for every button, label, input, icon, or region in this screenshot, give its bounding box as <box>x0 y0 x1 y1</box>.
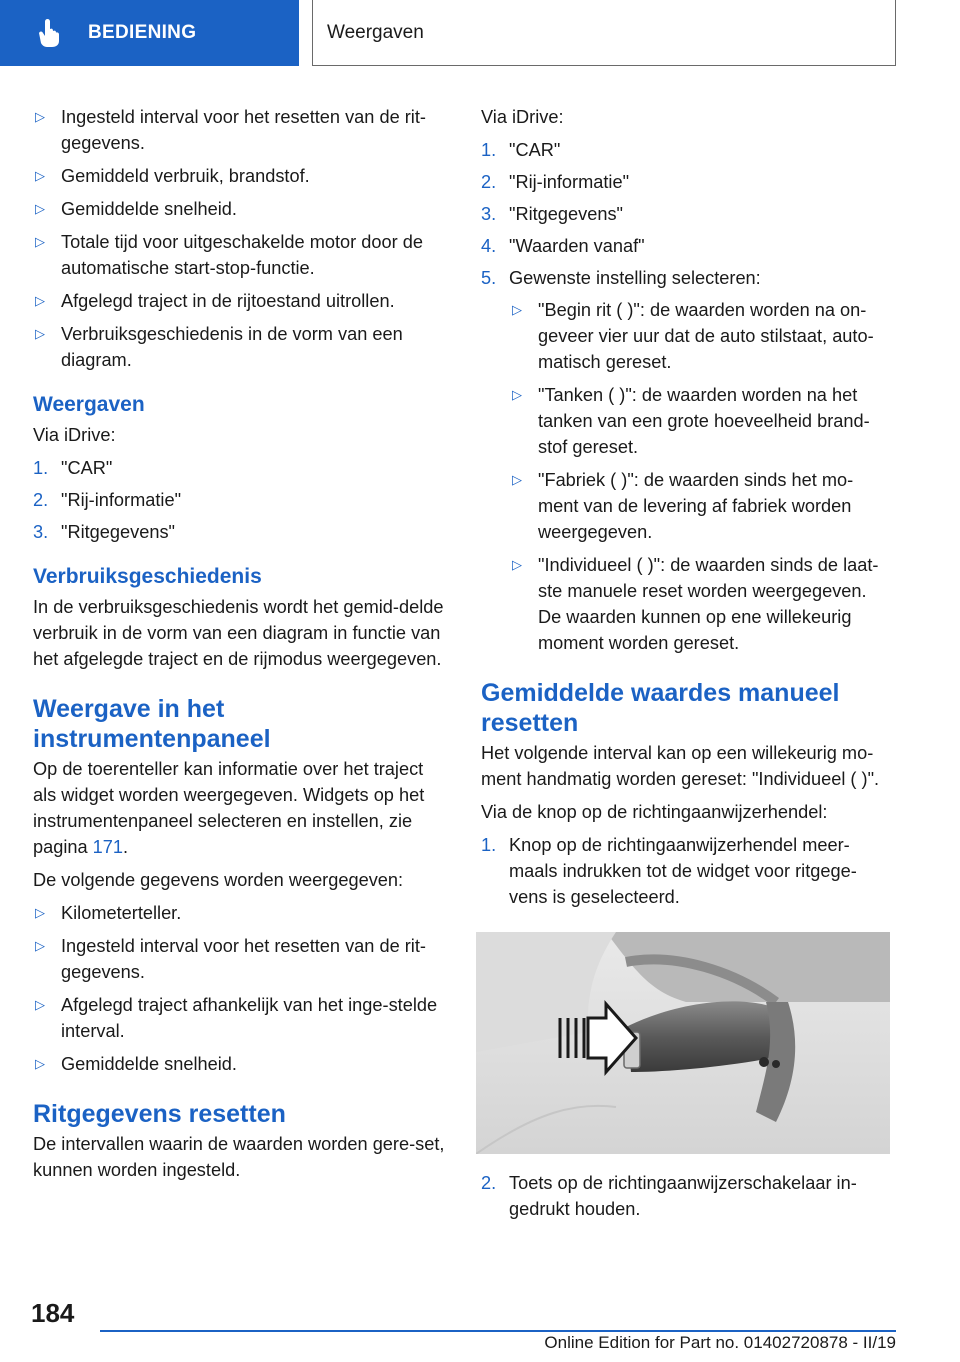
section-title: Weergaven <box>327 21 424 43</box>
chapter-tab[interactable] <box>0 0 299 66</box>
step-number: 1. <box>33 458 49 478</box>
step-number: 1. <box>481 835 497 855</box>
step-text: Toets op de richtingaanwijzerschakelaar in-gedrukt houden. <box>509 1173 857 1219</box>
paragraph-end: . <box>123 837 129 857</box>
step-item <box>33 519 448 545</box>
page-link[interactable]: 171 <box>92 837 124 857</box>
step-item <box>481 265 893 291</box>
bullet-marker: ▷ <box>35 168 45 183</box>
list-item-text: Gemiddelde snelheid. <box>61 199 237 219</box>
step-text: "Rij-informatie" <box>61 490 182 510</box>
sub-list-item <box>510 297 893 375</box>
list-item-text: "Tanken ( )": de waarden worden na het tanken van een grote hoeveelheid brand-stof gereset. <box>538 385 870 457</box>
left-column <box>33 104 448 1190</box>
sub-list-item <box>510 467 893 545</box>
list-item-text: "Fabriek ( )": de waarden sinds het mo-ment van de levering af fabriek worden weergegeven. <box>538 470 854 542</box>
bullet-marker: ▷ <box>35 905 45 920</box>
turn-signal-lever-illustration <box>476 932 890 1154</box>
step-text: "Ritgegevens" <box>61 522 176 542</box>
bullet-marker: ▷ <box>512 472 522 487</box>
step-number: 2. <box>481 1173 497 1193</box>
list-item-text: Ingesteld interval voor het resetten van de rit-gegevens. <box>61 107 426 153</box>
step-text: Knop op de richtingaanwijzerhendel meer-maals indrukken tot de widget voor ritgege-vens is geselecteerd. <box>509 835 857 907</box>
list-item-text: Ingesteld interval voor het resetten van de rit-gegevens. <box>61 936 426 982</box>
step-number: 2. <box>33 490 49 510</box>
bullet-marker: ▷ <box>35 201 45 216</box>
step-text: "Waarden vanaf" <box>509 236 645 256</box>
list-item-text: Totale tijd voor uitgeschakelde motor door de automatische start-stop-functie. <box>61 232 423 278</box>
list-item-text: "Begin rit ( )": de waarden worden na on-geveer vier uur dat de auto stilstaat, auto-matisch gereset. <box>538 300 874 372</box>
list-item <box>33 288 448 314</box>
right-column <box>481 104 893 1228</box>
step-item <box>481 1170 893 1222</box>
list-item-text: Gemiddeld verbruik, brandstof. <box>61 166 310 186</box>
via-idrive-text: Via iDrive: <box>481 107 564 127</box>
list-item-text: Afgelegd traject afhankelijk van het inge-stelde interval. <box>61 995 438 1041</box>
step-item <box>481 201 893 227</box>
section-header <box>312 0 896 66</box>
page-number: 184 <box>31 1298 75 1328</box>
step-number: 1. <box>481 140 497 160</box>
step-text: Gewenste instelling selecteren: <box>509 268 761 288</box>
step-number: 3. <box>481 204 497 224</box>
list-item <box>33 992 448 1044</box>
heading-ritgegevens-resetten: Ritgegevens resetten <box>33 1100 286 1128</box>
step-text: "Ritgegevens" <box>509 204 624 224</box>
step-number: 4. <box>481 236 497 256</box>
chapter-label: BEDIENING <box>88 22 197 43</box>
bullet-marker: ▷ <box>35 109 45 124</box>
list-item-text: "Individueel ( )": de waarden sinds de laat-ste manuele reset worden weergegeven. De waarden kunnen op ene willekeurig moment worden gereset. <box>538 555 879 653</box>
via-idrive-text: Via iDrive: <box>33 425 116 445</box>
paragraph-volgende: De volgende gegevens worden weergegeven: <box>33 870 404 890</box>
step-number: 5. <box>481 268 497 288</box>
bullet-marker: ▷ <box>512 302 522 317</box>
heading-manueel-resetten: Gemiddelde waardes manueel resetten <box>481 679 840 737</box>
list-item <box>33 1051 448 1077</box>
heading-weergaven: Weergaven <box>33 393 145 416</box>
bullet-marker: ▷ <box>512 387 522 402</box>
paragraph-verbruik: In de verbruiksgeschiedenis wordt het gemid-delde verbruik in de vorm van een diagram in functie van het afgelegde traject en de rijmodus weergegeven. <box>33 597 444 669</box>
step-item <box>481 233 893 259</box>
bullet-marker: ▷ <box>35 938 45 953</box>
list-item <box>33 900 448 926</box>
step-item <box>481 169 893 195</box>
step-number: 2. <box>481 172 497 192</box>
list-item <box>33 933 448 985</box>
step-item <box>33 455 448 481</box>
step-item <box>481 137 893 163</box>
list-item <box>33 321 448 373</box>
sub-list-item <box>510 552 893 656</box>
paragraph-text: Op de toerenteller kan informatie over het traject als widget worden weergegeven. Widgets op het instrumentenpaneel selecteren en instellen, zie pagina <box>33 759 425 857</box>
bullet-marker: ▷ <box>35 326 45 341</box>
list-item-text: Afgelegd traject in de rijtoestand uitrollen. <box>61 291 395 311</box>
sub-list-item <box>510 382 893 460</box>
hand-pointer-icon <box>30 14 68 52</box>
bullet-marker: ▷ <box>35 1056 45 1071</box>
bullet-marker: ▷ <box>512 557 522 572</box>
footer-edition: Online Edition for Part no. 01402720878 - II/19 <box>544 1333 896 1352</box>
bullet-marker: ▷ <box>35 997 45 1012</box>
list-item <box>33 104 448 156</box>
paragraph-instrument <box>33 756 448 860</box>
bullet-marker: ▷ <box>35 234 45 249</box>
list-item-text: Verbruiksgeschiedenis in de vorm van een diagram. <box>61 324 403 370</box>
step-item <box>481 832 893 910</box>
heading-verbruiksgeschiedenis: Verbruiksgeschiedenis <box>33 565 262 588</box>
via-knop-text: Via de knop op de richtingaanwijzerhendel: <box>481 802 828 822</box>
bullet-marker: ▷ <box>35 293 45 308</box>
step-text: "Rij-informatie" <box>509 172 630 192</box>
heading-instrumentenpaneel: Weergave in het instrumentenpaneel <box>33 695 271 753</box>
step-text: "CAR" <box>509 140 561 160</box>
step-text: "CAR" <box>61 458 113 478</box>
list-item <box>33 229 448 281</box>
list-item-text: Gemiddelde snelheid. <box>61 1054 237 1074</box>
list-item <box>33 196 448 222</box>
list-item-text: Kilometerteller. <box>61 903 182 923</box>
paragraph-manueel: Het volgende interval kan op een willekeurig mo-ment handmatig worden gereset: "Individueel ( )". <box>481 743 880 789</box>
list-item <box>33 163 448 189</box>
step-number: 3. <box>33 522 49 542</box>
paragraph-resetten: De intervallen waarin de waarden worden gere-set, kunnen worden ingesteld. <box>33 1134 445 1180</box>
step-item <box>33 487 448 513</box>
footer-divider <box>100 1330 896 1332</box>
